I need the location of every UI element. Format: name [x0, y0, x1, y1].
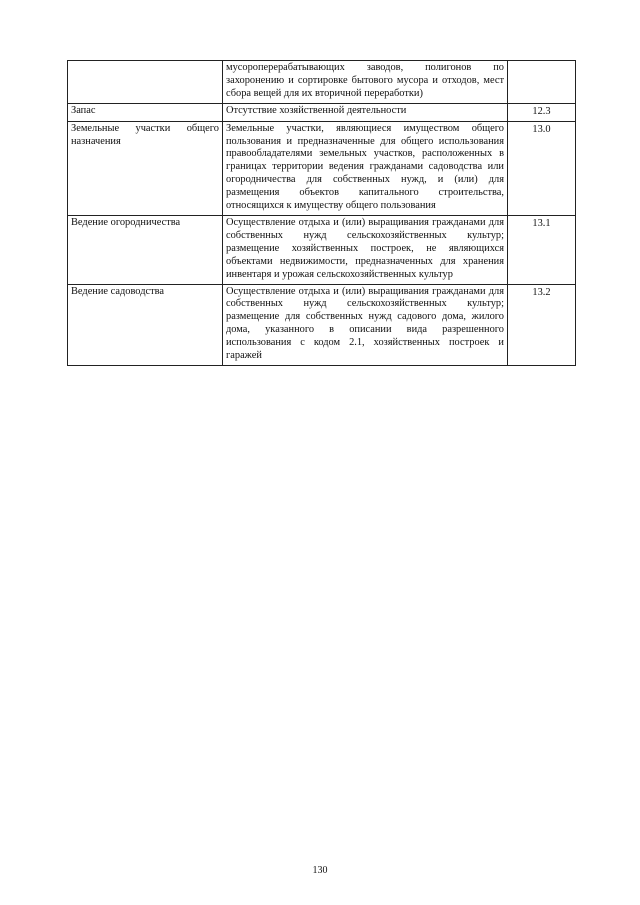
use-code-cell: [508, 121, 576, 215]
use-code-cell: [508, 103, 576, 121]
table-row: [68, 103, 576, 121]
use-description-cell: Осуществление отдыха и (или) выращивания гражданами для собственных нужд сельскохозяйственных культур; размещение для собственных нужд садового дома, жилого дома, указанного в описании вида разрешенного использования с кодом 2.1, хозяйственных построек и гаражей: [223, 284, 508, 365]
use-name-cell: Ведение садоводства: [68, 284, 223, 365]
use-description-cell: мусороперерабатывающих заводов, полигонов по захоронению и сортировке бытового мусора и отходов, мест сбора вещей для их вторичной переработки): [223, 61, 508, 104]
table-row: [68, 121, 576, 215]
table-row: [68, 284, 576, 365]
use-description-cell: Отсутствие хозяйственной деятельности: [223, 103, 508, 121]
use-description-cell: Осуществление отдыха и (или) выращивания гражданами для собственных нужд сельскохозяйственных культур; размещение хозяйственных построек, не являющихся объектами недвижимости, предназначенных для хранения инвентаря и урожая сельскохозяйственных культур: [223, 215, 508, 284]
use-code: 13.0: [532, 123, 551, 135]
use-code: 13.1: [532, 217, 551, 229]
use-code: 12.3: [532, 105, 551, 117]
land-use-table: [67, 60, 576, 366]
use-code: 13.2: [532, 286, 551, 298]
table-row: [68, 215, 576, 284]
table-row: [68, 61, 576, 104]
use-code-cell: [508, 61, 576, 104]
use-code-cell: [508, 284, 576, 365]
use-name-cell: Запас: [68, 103, 223, 121]
use-name-cell: Земельные участки общего назначения: [68, 121, 223, 215]
use-code-cell: [508, 215, 576, 284]
use-name-cell: Ведение огородничества: [68, 215, 223, 284]
use-description-cell: Земельные участки, являющиеся имуществом общего пользования и предназначенные для общего использования правообладателями земельных участков, расположенных в границах территории ведения гражданами садоводства или огородничества для собственных нужд, и (или) для размещения объектов капитального строительства, относящихся к имуществу общего пользования: [223, 121, 508, 215]
page-number: 130: [312, 865, 328, 876]
use-name-cell: [68, 61, 223, 104]
